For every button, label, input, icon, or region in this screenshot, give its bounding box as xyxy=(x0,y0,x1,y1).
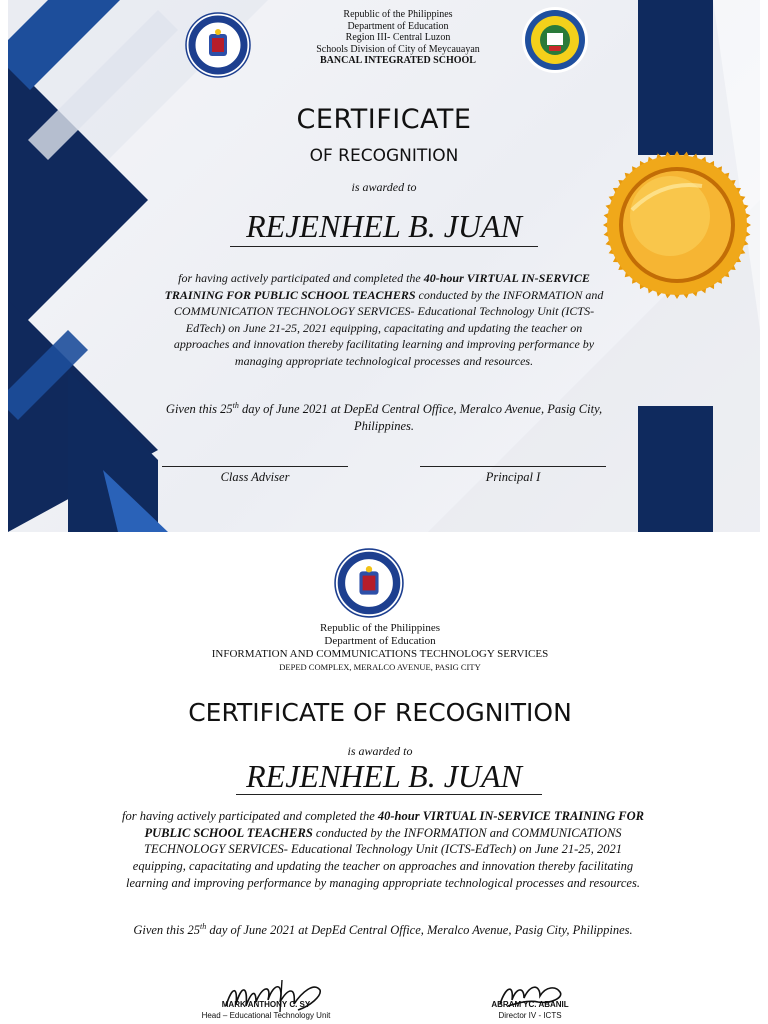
body-rest: conducted by the INFORMATION and COMMUNICATIONS TECHNOLOGY SERVICES- Educational Technology Unit (ICTS-EdTech) on June 21-25, 2021 equipping, capacitating and updating the teacher on approaches and innovation thereby facilitating learning and improving performance by managing appropriate technological processes and resources. xyxy=(126,825,640,890)
awarded-text: is awarded to xyxy=(351,180,417,194)
awarded-text: is awarded to xyxy=(347,744,413,758)
certificate-title: CERTIFICATE OF RECOGNITION xyxy=(188,698,572,727)
given-sup: th xyxy=(232,401,239,410)
recipient-underline xyxy=(230,246,538,247)
certificate-title: CERTIFICATE xyxy=(296,104,472,135)
signature-line xyxy=(162,466,348,467)
gold-medal-icon xyxy=(602,150,752,300)
header-line: Republic of the Philippines xyxy=(343,9,453,20)
given-pre: Given this 25 xyxy=(133,923,200,938)
header-address: DEPED COMPLEX, MERALCO AVENUE, PASIG CITY xyxy=(279,662,481,672)
body-training-title: 40-hour VIRTUAL IN-SERVICE TRAINING FOR PUBLIC SCHOOL TEACHERS xyxy=(164,271,590,302)
signature-scribble-icon xyxy=(222,976,332,1016)
school-name: BANCAL INTEGRATED SCHOOL xyxy=(320,55,476,66)
header-line: Schools Division of City of Meycauayan xyxy=(316,43,480,55)
signatory-title: Director IV - ICTS xyxy=(498,1011,562,1020)
signatory-label: Class Adviser xyxy=(220,470,290,484)
body-intro: for having actively participated and completed the xyxy=(122,809,378,823)
signatory-name: ABRAM YC. ABANIL xyxy=(491,1000,569,1009)
given-post: day of June 2021 at DepEd Central Office, Meralco Avenue, Pasig City, Philippines. xyxy=(238,402,603,433)
signatory-title: Head – Educational Technology Unit xyxy=(201,1011,331,1020)
certificate-body xyxy=(162,270,606,369)
recipient-underline xyxy=(236,794,542,795)
body-training-title: 40-hour VIRTUAL IN-SERVICE TRAINING FOR PUBLIC SCHOOL TEACHERS xyxy=(144,809,644,840)
certificate-2 xyxy=(0,532,768,1024)
school-seal-icon xyxy=(519,6,591,74)
header-line: Department of Education xyxy=(324,635,436,647)
signature-line xyxy=(420,466,606,467)
deped-seal-icon xyxy=(334,548,404,618)
recipient-name: REJENHEL B. JUAN xyxy=(246,758,522,794)
body-rest: conducted by the INFORMATION and COMMUNICATION TECHNOLOGY SERVICES- Educational Technology Unit (ICTS-EdTech) on June 21-25, 2021 equipping, capacitating and updating the teacher on approaches and innovation thereby facilitating learning and improving performance by managing appropriate technological processes and resources. xyxy=(173,287,604,368)
certificate-2-header xyxy=(150,622,610,674)
certificate-1-header xyxy=(278,9,518,67)
signatory-label: Principal I xyxy=(485,470,541,484)
given-post: day of June 2021 at DepEd Central Office, Meralco Avenue, Pasig City, Philippines. xyxy=(206,923,633,938)
header-line: INFORMATION AND COMMUNICATIONS TECHNOLOGY SERVICES xyxy=(211,648,549,660)
header-line: Region III- Central Luzon xyxy=(345,32,451,43)
certificate-1 xyxy=(8,0,760,532)
recipient-name: REJENHEL B. JUAN xyxy=(246,208,522,244)
signatory-name: MARK ANTHONY C. SY xyxy=(221,1000,311,1009)
given-statement xyxy=(162,398,606,434)
deped-seal-icon xyxy=(185,12,251,78)
given-sup: th xyxy=(200,922,207,931)
header-line: Department of Education xyxy=(347,20,449,32)
given-pre: Given this 25 xyxy=(165,402,233,417)
certificate-subtitle: OF RECOGNITION xyxy=(309,146,459,166)
body-intro: for having actively participated and completed the xyxy=(178,271,424,285)
certificate-body xyxy=(118,808,648,892)
given-statement xyxy=(118,919,648,939)
header-line: Republic of the Philippines xyxy=(319,622,441,634)
